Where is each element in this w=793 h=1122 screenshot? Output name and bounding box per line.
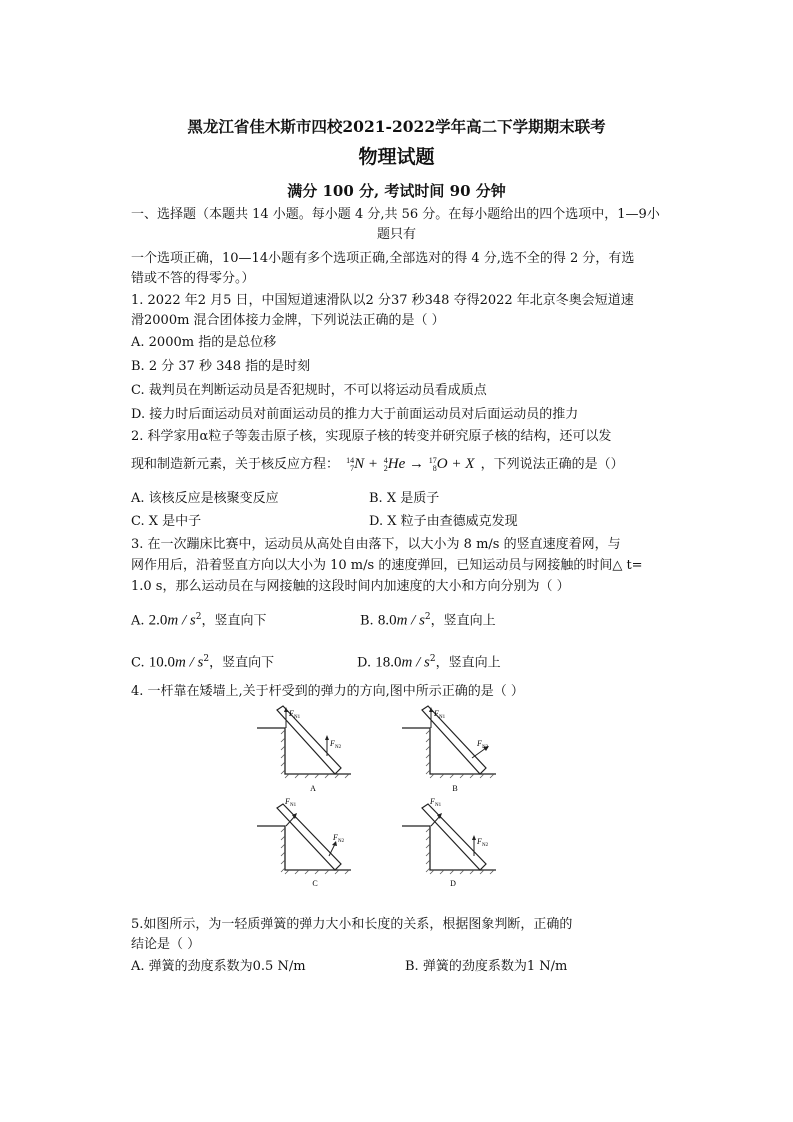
fig-c-fn2: F	[333, 833, 338, 842]
q3-c-unit: m / s	[175, 654, 204, 671]
q1-option-a: A. 2000m 指的是总位移	[131, 335, 277, 350]
fig-a-fn2-sub: N2	[335, 745, 342, 750]
fig-d-fn1-sub: N1	[435, 803, 442, 808]
fig-d-fn2: F	[477, 837, 482, 846]
q3-option-b	[360, 608, 496, 630]
q2-option-b: B. X 是质子	[369, 491, 440, 506]
q3-d-unit: m / s	[401, 654, 430, 671]
q3-b-unit-exp: 2	[424, 612, 431, 622]
fig-a-label: A	[310, 784, 316, 793]
q5-option-a: A. 弹簧的劲度系数为0.5 N/m	[131, 959, 306, 974]
fig-c-fn1: F	[285, 797, 290, 806]
fig-b-fn1: F	[434, 709, 439, 718]
q1-option-c: C. 裁判员在判断运动员是否犯规时，不可以将运动员看成质点	[131, 383, 487, 398]
fig-a-fn1-sub: N1	[294, 715, 301, 720]
q3-stem-line3: 1.0 s，那么运动员在与网接触的这段时间内加速度的大小和方向分别为（ ）	[131, 579, 570, 594]
q3-c-direction: ，竖直向下	[209, 655, 275, 671]
q2-stem-line1: 2. 科学家用α粒子等轰击原子核，实现原子核的转变并研究原子核的结构，还可以发	[131, 429, 612, 444]
q3-d-label: D.	[357, 655, 372, 671]
exam-title: 黑龙江省佳木斯市四校2021-2022学年高二下学期期末联考	[187, 117, 606, 136]
section-intro-line3: 一个选项正确，10—14小题有多个选项正确,全部选对的得 4 分,选不全的得 2 分，有选	[131, 251, 635, 266]
fig-a-fn2: F	[330, 739, 335, 748]
q1-stem-line1: 1. 2022 年2 月5 日，中国短道速滑队以2 分37 秒348 夺得2022 年北京冬奥会短道速	[131, 293, 634, 308]
q3-d-value: 18.0	[375, 654, 402, 671]
q5-stem-line1: 5.如图所示，为一轻质弹簧的弹力大小和长度的关系，根据图象判断，正确的	[131, 917, 573, 932]
q3-b-unit: m / s	[396, 612, 425, 629]
fig-b-fn1-sub: N1	[439, 715, 446, 720]
q3-option-a	[131, 608, 267, 630]
fig-b-fn2: F	[477, 739, 482, 748]
q2-stem-line2	[131, 455, 624, 474]
q3-c-unit-exp: 2	[203, 654, 210, 664]
q3-b-value: 8.0	[377, 612, 397, 629]
q4-figure-b	[400, 702, 500, 794]
q4-figure-a	[255, 702, 355, 794]
q3-b-direction: ，竖直向上	[430, 613, 496, 629]
q3-b-label: B.	[360, 613, 374, 629]
q3-option-d	[357, 650, 501, 672]
section-intro-line4: 错或不答的得零分。）	[131, 271, 255, 286]
subject-title: 物理试题	[358, 146, 435, 168]
q1-option-d: D. 接力时后面运动员对前面运动员的推力大于前面运动员对后面运动员的推力	[131, 407, 579, 422]
q4-figure-c	[255, 796, 355, 888]
q5-option-b: B. 弹簧的劲度系数为1 N/m	[405, 959, 568, 974]
q3-a-unit: m / s	[167, 612, 196, 629]
q3-a-direction: ，竖直向下	[201, 613, 267, 629]
q3-c-value: 10.0	[148, 654, 176, 671]
q3-d-unit-exp: 2	[429, 654, 436, 664]
section-intro-line2: 题只有	[376, 227, 416, 242]
q2-option-c: C. X 是中子	[131, 514, 202, 529]
fig-b-fn2-sub: N2	[482, 745, 489, 750]
q2-stem-post: ，下列说法正确的是（）	[480, 457, 624, 472]
fig-d-fn2-sub: N2	[482, 843, 489, 848]
q3-stem-line1: 3. 在一次蹦床比赛中，运动员从高处自由落下，以大小为 8 m/s 的竖直速度着网，与	[131, 537, 621, 552]
fig-d-fn1: F	[430, 797, 435, 806]
q5-stem-line2: 结论是（ ）	[131, 937, 201, 952]
exam-meta: 满分 100 分, 考试时间 90 分钟	[287, 182, 506, 200]
q2-option-a: A. 该核反应是核聚变反应	[131, 491, 279, 506]
fig-c-fn1-sub: N1	[290, 803, 297, 808]
q3-option-c	[131, 650, 274, 672]
fig-c-fn2-sub: N2	[338, 839, 345, 844]
q3-a-value: 2.0	[148, 612, 168, 629]
q3-a-unit-exp: 2	[195, 612, 202, 622]
fig-a-fn1: F	[289, 709, 294, 718]
q4-figure-d	[400, 796, 500, 888]
q2-option-d: D. X 粒子由查德威克发现	[369, 514, 518, 529]
q4-stem: 4. 一杆靠在矮墙上,关于杆受到的弹力的方向,图中所示正确的是（ ）	[131, 684, 524, 699]
q1-stem-line2: 滑2000m 混合团体接力金牌，下列说法正确的是（ ）	[131, 313, 445, 328]
section-intro-line1: 一、选择题（本题共 14 小题。每小题 4 分,共 56 分。在每小题给出的四个选项中，1—9小	[131, 207, 660, 222]
q3-a-label: A.	[131, 613, 145, 629]
q2-stem-pre: 现和制造新元素，关于核反应方程：	[131, 457, 340, 472]
fig-b-label: B	[452, 784, 458, 793]
q1-option-b: B. 2 分 37 秒 348 指的是时刻	[131, 359, 311, 374]
nuclear-reaction-formula: 14 7N + 4 2He → 17 8O + X	[346, 455, 475, 473]
fig-d-label: D	[450, 879, 456, 888]
fig-c-label: C	[312, 879, 318, 888]
q3-c-label: C.	[131, 655, 145, 671]
q3-stem-line2: 网作用后，沿着竖直方向以大小为 10 m/s 的速度弹回，已知运动员与网接触的时间△ t=	[131, 558, 643, 573]
q3-d-direction: ，竖直向上	[435, 655, 501, 671]
